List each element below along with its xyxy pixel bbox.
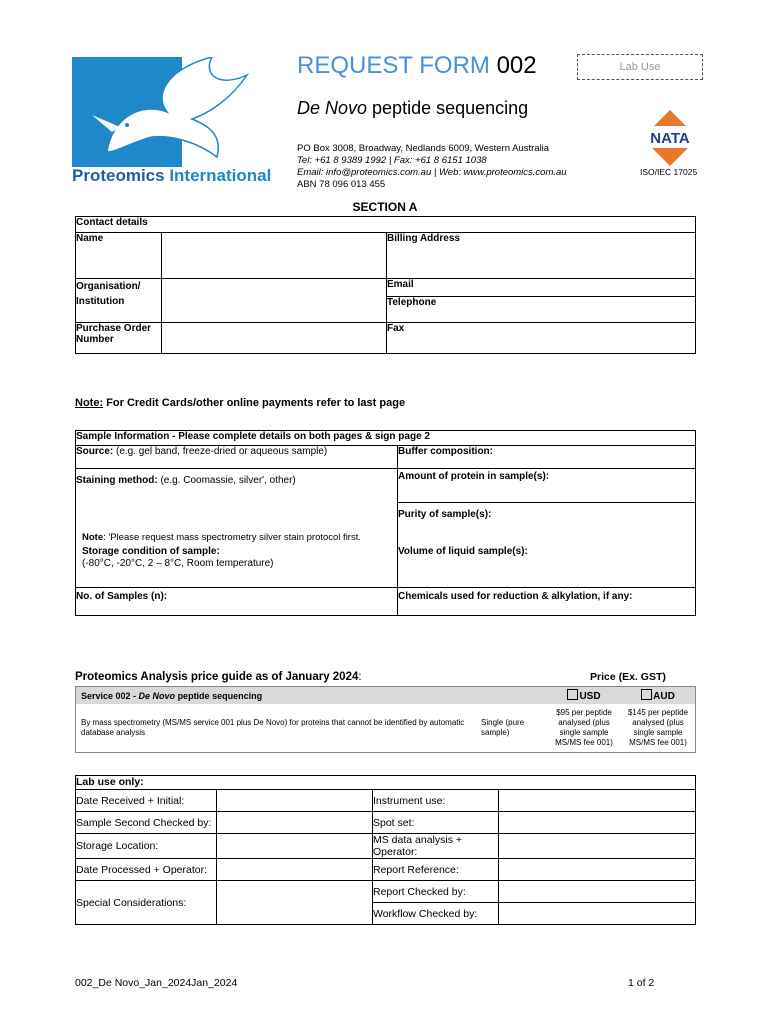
price-ex-gst: Price (Ex. GST) (590, 671, 666, 683)
service-type: Single (pure sample) (481, 718, 525, 737)
lab-row-field[interactable] (499, 859, 696, 881)
po-label: Purchase Order Number (76, 323, 162, 354)
workflow-checked-label: Workflow Checked by: (373, 903, 499, 925)
section-a-title: SECTION A (352, 200, 418, 214)
nata-logo (640, 108, 700, 168)
telephone-field[interactable]: Telephone (387, 297, 696, 323)
lab-row-field[interactable] (217, 834, 373, 859)
special-considerations-label: Special Considerations: (76, 881, 217, 925)
chemicals-field[interactable]: Chemicals used for reduction & alkylation, if any: (398, 588, 696, 616)
lab-row-label: Date Processed + Operator: (76, 859, 217, 881)
logo-text: Proteomics International (72, 166, 272, 185)
usd-checkbox[interactable] (567, 689, 578, 700)
source-field[interactable]: Source: (e.g. gel band, freeze-dried or aqueous sample) (76, 446, 398, 469)
lab-row-field[interactable] (499, 834, 696, 859)
report-checked-field[interactable] (499, 881, 696, 903)
lab-use-table (75, 775, 696, 925)
lab-row-label: Date Received + Initial: (76, 790, 217, 812)
po-field[interactable] (162, 323, 387, 354)
form-subtitle: De Novo peptide sequencing (297, 98, 529, 118)
contact-details-table (75, 216, 696, 354)
contact-heading: Contact details (76, 217, 696, 233)
form-title: REQUEST FORM 002 (297, 52, 537, 79)
lab-row-field[interactable] (217, 790, 373, 812)
email-field[interactable]: Email (387, 279, 696, 297)
lab-row-label: Spot set: (373, 812, 499, 834)
price-table (75, 686, 696, 753)
payment-note: Note: For Credit Cards/other online payments refer to last page (75, 397, 406, 409)
lab-row-label: MS data analysis + Operator: (373, 834, 499, 859)
lab-row-label: Instrument use: (373, 790, 499, 812)
num-samples-field[interactable]: No. of Samples (n): (76, 588, 398, 616)
page-number: 1 of 2 (628, 977, 655, 989)
lab-use-box: Lab Use (577, 54, 703, 80)
fax-field[interactable]: Fax (387, 323, 696, 354)
price-guide-heading: Proteomics Analysis price guide as of January 2024: (75, 671, 362, 683)
billing-address-field[interactable]: Billing Address (387, 233, 696, 279)
aud-option[interactable]: AUD (621, 687, 696, 705)
report-checked-label: Report Checked by: (373, 881, 499, 903)
special-considerations-field[interactable] (217, 881, 373, 925)
lab-row-field[interactable] (217, 859, 373, 881)
workflow-checked-field[interactable] (499, 903, 696, 925)
iso-label: ISO/IEC 17025 (640, 167, 698, 177)
purity-volume-field[interactable]: Purity of sample(s): Volume of liquid sample(s): (398, 502, 696, 587)
lab-row-label: Report Reference: (373, 859, 499, 881)
amount-field[interactable]: Amount of protein in sample(s): (398, 469, 696, 503)
staining-field[interactable]: Staining method: (e.g. Coomassie, silver', other) Note: 'Please request mass spectrometry silver stain protocol first. Storage condition of sample: (-80°C, -20°C, 2 – 8°C, Room temperature) (76, 469, 398, 588)
aud-checkbox[interactable] (641, 689, 652, 700)
lab-row-field[interactable] (499, 812, 696, 834)
sample-info-table (75, 430, 696, 616)
service-title: Service 002 - De Novo peptide sequencing (81, 690, 263, 701)
buffer-field[interactable]: Buffer composition: (398, 446, 696, 469)
lab-use-heading: Lab use only: (76, 776, 696, 790)
name-label: Name (76, 233, 162, 279)
svg-text:NATA: NATA (650, 130, 690, 147)
service-description: By mass spectrometry (MS/MS service 001 plus De Novo) for proteins that cannot be identified by automatic database analysis (81, 718, 465, 737)
lab-row-label: Sample Second Checked by: (76, 812, 217, 834)
organisation-label: Organisation/ Institution (76, 279, 162, 323)
usd-option[interactable]: USD (547, 687, 621, 705)
name-field[interactable] (162, 233, 387, 279)
lab-row-field[interactable] (499, 790, 696, 812)
lab-row-field[interactable] (217, 812, 373, 834)
lab-row-label: Storage Location: (76, 834, 217, 859)
footer-doc-id: 002_De Novo_Jan_2024Jan_2024 (75, 977, 238, 989)
aud-price: $145 per peptide analysed (plus single sample MS/MS fee 001) (627, 708, 689, 747)
contact-address: PO Box 3008, Broadway, Nedlands 6009, Western Australia Tel: +61 8 9389 1992 | Fax: +61 8 6151 1038 Email: info@proteomics.com.au | Web: www.proteomics.com.au ABN 78 096 013 455 (297, 143, 567, 190)
organisation-field[interactable] (162, 279, 387, 323)
usd-price: $95 per peptide analysed (plus single sample MS/MS fee 001) (555, 708, 613, 747)
sample-heading: Sample Information - Please complete details on both pages & sign page 2 (76, 431, 696, 446)
